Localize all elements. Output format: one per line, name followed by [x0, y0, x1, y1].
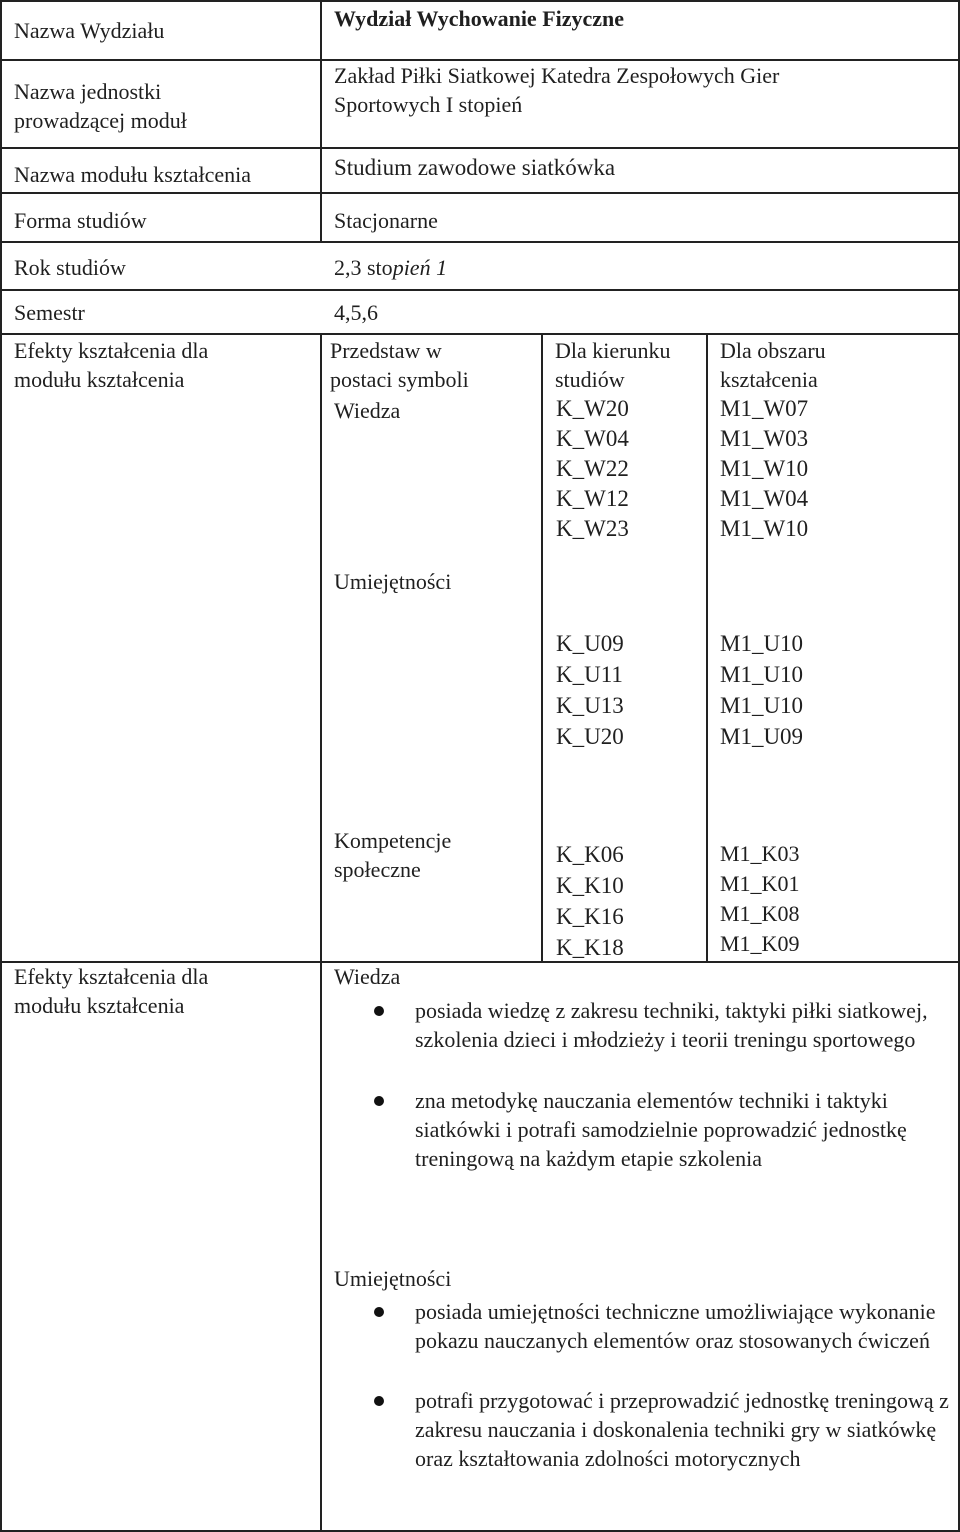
- faculty-value: Wydział Wychowanie Fizyczne: [334, 6, 625, 31]
- outcomes-skills-label: Umiejętności: [334, 1266, 452, 1291]
- skills-item-2: potrafi przygotować i przeprowadzić jednostkę treningową z zakresu nauczania i doskonalenia techniki gry w siatkówkę oraz kształtowania zdolności motorycznych: [415, 1388, 949, 1471]
- code-item: K_K06: [556, 842, 624, 867]
- year-value: 2,3 stopień 1: [334, 255, 448, 280]
- code-item: K_W23: [556, 516, 629, 541]
- code-item: K_K16: [556, 904, 624, 929]
- code-item: M1_W10: [720, 456, 809, 481]
- code-item: M1_W04: [720, 486, 809, 511]
- code-item: K_K10: [556, 873, 624, 898]
- semester-label: Semestr: [14, 300, 85, 325]
- col-area-line2: kształcenia: [720, 367, 818, 392]
- skills-field-codes: [556, 628, 624, 752]
- code-item: M1_K03: [720, 841, 800, 866]
- knowledge-field-codes: [556, 394, 629, 544]
- social-label-line1: Kompetencje: [334, 828, 452, 853]
- code-item: K_W22: [556, 456, 629, 481]
- code-item: K_U20: [556, 724, 624, 749]
- code-item: M1_W10: [720, 516, 809, 541]
- module-value: Studium zawodowe siatkówka: [334, 155, 616, 180]
- unit-label-line2: prowadzącej moduł: [14, 108, 187, 133]
- code-item: K_K18: [556, 935, 624, 960]
- col-symbols-line2: postaci symboli: [330, 367, 469, 392]
- code-item: M1_K01: [720, 871, 800, 896]
- year-label: Rok studiów: [14, 255, 126, 280]
- knowledge-item-1: posiada wiedzę z zakresu techniki, taktyki piłki siatkowej, szkolenia dzieci i młodzieży i teorii treningu sportowego: [415, 998, 928, 1052]
- knowledge-item-2: zna metodykę nauczania elementów techniki i taktyki siatkówki i potrafi samodzielnie poprowadzić jednostkę treningową na każdym etapie szkolenia: [415, 1088, 907, 1171]
- code-item: M1_K09: [720, 931, 800, 956]
- outcomes-label-line1: Efekty kształcenia dla: [14, 964, 209, 989]
- effects-label-line2: modułu kształcenia: [14, 367, 185, 392]
- code-item: M1_U10: [720, 631, 804, 656]
- unit-value-line1: Zakład Piłki Siatkowej Katedra Zespołowych Gier: [334, 63, 780, 88]
- unit-value-line2: Sportowych I stopień: [334, 92, 523, 117]
- knowledge-area-codes: [720, 394, 808, 544]
- code-item: M1_W03: [720, 426, 809, 451]
- outcomes-knowledge-label: Wiedza: [334, 964, 401, 989]
- form-label: Forma studiów: [14, 208, 147, 233]
- col-symbols-line1: Przedstaw w: [330, 338, 442, 363]
- code-item: K_W20: [556, 396, 629, 421]
- code-item: M1_K08: [720, 901, 800, 926]
- effects-label-line1: Efekty kształcenia dla: [14, 338, 209, 363]
- outcomes-label-line2: modułu kształcenia: [14, 993, 185, 1018]
- bullet-icon: [374, 1307, 384, 1317]
- unit-label-line1: Nazwa jednostki: [14, 79, 162, 104]
- knowledge-label: Wiedza: [334, 398, 401, 423]
- faculty-label: Nazwa Wydziału: [14, 18, 165, 43]
- code-item: M1_U10: [720, 662, 804, 687]
- semester-value: 4,5,6: [334, 300, 378, 325]
- skills-item-1: posiada umiejętności techniczne umożliwiające wykonanie pokazu nauczanych elementów oraz stosowanych ćwiczeń: [415, 1299, 936, 1353]
- code-item: K_W12: [556, 486, 629, 511]
- skills-area-codes: [720, 628, 803, 752]
- code-item: K_U09: [556, 631, 624, 656]
- code-item: M1_U10: [720, 693, 804, 718]
- code-item: K_U11: [556, 662, 623, 687]
- bullet-icon: [374, 1396, 384, 1406]
- code-item: K_U13: [556, 693, 624, 718]
- module-label: Nazwa modułu kształcenia: [14, 162, 252, 187]
- bullet-icon: [374, 1006, 384, 1016]
- social-label-line2: społeczne: [334, 857, 421, 882]
- social-field-codes: [556, 839, 624, 963]
- col-area-line1: Dla obszaru: [720, 338, 826, 363]
- social-area-codes: [720, 839, 799, 959]
- bullet-icon: [374, 1096, 384, 1106]
- skills-label: Umiejętności: [334, 569, 452, 594]
- code-item: M1_W07: [720, 396, 809, 421]
- code-item: K_W04: [556, 426, 629, 451]
- col-field-line2: studiów: [555, 367, 625, 392]
- form-value: Stacjonarne: [334, 208, 438, 233]
- code-item: M1_U09: [720, 724, 804, 749]
- col-field-line1: Dla kierunku: [555, 338, 671, 363]
